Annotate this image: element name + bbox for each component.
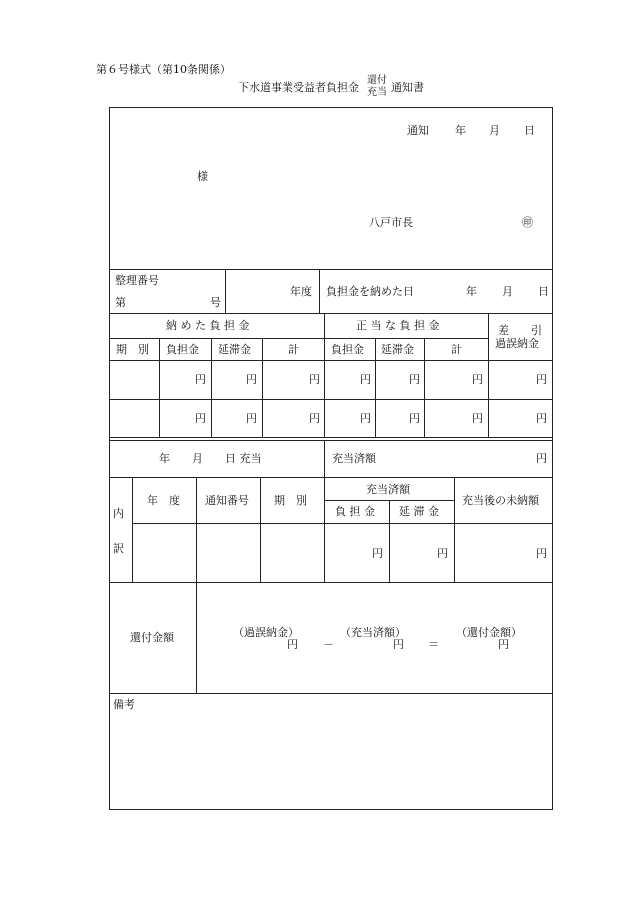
refund-equals-sign: ＝ (428, 638, 439, 651)
fiscal-year-label: 年度 (290, 285, 312, 298)
allocation-date: 年 月 日 充当 (159, 452, 262, 465)
col-total2: 計 (451, 343, 462, 356)
breakdown-yen-late: 円 (437, 547, 448, 560)
col-term-breakdown: 期 別 (274, 494, 307, 507)
title-stacked-bottom: 充当 (367, 87, 387, 98)
diff-header-line2: 過誤納金 (495, 337, 539, 350)
notice-day: 日 (524, 124, 535, 137)
row1-yen-total: 円 (309, 373, 320, 386)
number-go: 号 (210, 296, 221, 309)
title-prefix: 下水道事業受益者負担金 (238, 81, 359, 94)
row1-yen-total2: 円 (472, 373, 483, 386)
breakdown-yen-unpaid: 円 (536, 547, 547, 560)
title-suffix: 通知書 (391, 81, 424, 94)
refund-overpaid-yen: 円 (287, 638, 298, 651)
refund-allocated-yen: 円 (393, 638, 404, 651)
refund-minus-sign: － (323, 638, 334, 651)
notice-month: 月 (489, 124, 500, 137)
row2-yen-charge2: 円 (360, 412, 371, 425)
col-late-breakdown: 延 滞 金 (399, 505, 439, 518)
notice-year: 年 (455, 124, 466, 137)
paid-day: 日 (538, 285, 549, 298)
breakdown-yen-charge: 円 (372, 547, 383, 560)
correct-group-header: 正 当 な 負 担 金 (356, 319, 440, 332)
col-charge: 負担金 (166, 343, 199, 356)
title-stacked-top: 還付 (367, 75, 387, 86)
col-charge2: 負担金 (331, 343, 364, 356)
refund-amount-yen: 円 (498, 638, 509, 651)
remarks-label: 備考 (113, 698, 135, 711)
row1-yen-late: 円 (246, 373, 257, 386)
refund-amount-label: （還付金額） (456, 626, 522, 639)
allocation-amount-label: 充当済額 (332, 452, 376, 465)
paid-group-header: 納 め た 負 担 金 (166, 319, 250, 332)
form-number: 第６号様式（第10条関係） (96, 63, 231, 76)
col-charge-breakdown: 負 担 金 (335, 505, 375, 518)
refund-label: 還付金額 (130, 631, 174, 644)
row1-yen-diff: 円 (536, 373, 547, 386)
refund-overpaid-label: （過誤納金） (233, 626, 299, 639)
col-total: 計 (288, 343, 299, 356)
paid-month: 月 (502, 285, 513, 298)
row2-yen-late: 円 (246, 412, 257, 425)
number-label: 整理番号 (115, 274, 159, 287)
addressee-honorific: 様 (197, 170, 208, 183)
paid-date-label: 負担金を納めた日 (326, 285, 414, 298)
col-notice-number: 通知番号 (205, 494, 249, 507)
row1-yen-charge2: 円 (360, 373, 371, 386)
notice-label: 通知 (407, 124, 429, 137)
row2-yen-diff: 円 (536, 412, 547, 425)
col-late: 延滞金 (218, 343, 251, 356)
row1-yen-charge: 円 (195, 373, 206, 386)
diff-header-line1: 差 引 (498, 324, 542, 337)
breakdown-label-bottom: 訳 (113, 542, 124, 555)
number-dai: 第 (115, 296, 126, 309)
refund-allocated-label: （充当済額） (340, 626, 406, 639)
row2-yen-charge: 円 (195, 412, 206, 425)
col-fiscal-year: 年 度 (147, 494, 180, 507)
col-allocated-group: 充当済額 (366, 483, 410, 496)
paid-year: 年 (466, 285, 477, 298)
col-late2: 延滞金 (381, 343, 414, 356)
issuer-name: 八戸市長 (369, 216, 413, 229)
allocation-yen: 円 (536, 452, 547, 465)
col-term: 期 別 (116, 343, 149, 356)
row2-yen-total: 円 (309, 412, 320, 425)
row2-yen-total2: 円 (472, 412, 483, 425)
col-unpaid-after: 充当後の未納額 (462, 494, 539, 507)
row1-yen-late2: 円 (409, 373, 420, 386)
breakdown-label-top: 内 (113, 507, 124, 520)
row2-yen-late2: 円 (409, 412, 420, 425)
seal-mark: ㊞ (522, 216, 533, 229)
